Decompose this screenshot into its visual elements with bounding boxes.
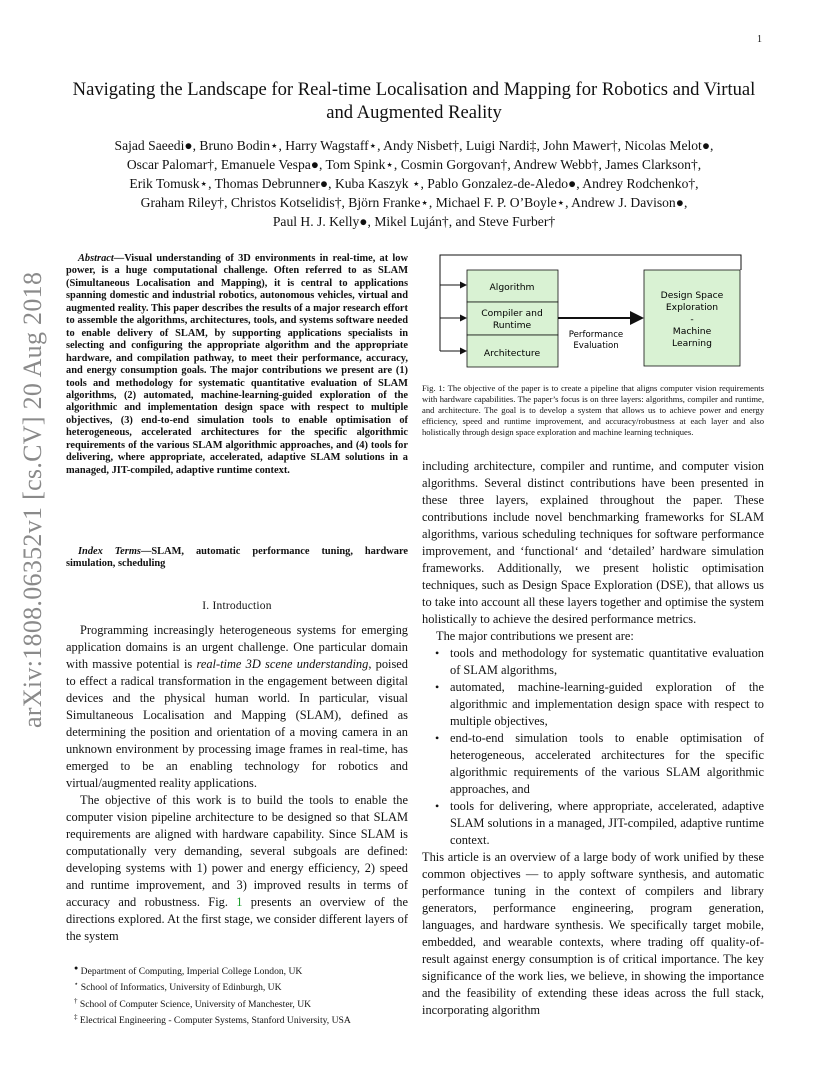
abstract-lead: Abstract — [78, 253, 114, 264]
text-run: The objective of this work is to build the tools to enable the computer vision pipeline architecture to be designed so that SLAM requirements are aligned with hardware capability. Since SLAM is computationally very demanding, several subgoals are defined: developing systems with 1) power and energy efficiency, 2) speed and runtime improvement, and 3) improved results in terms of accuracy and robustness. Fig. — [66, 793, 408, 909]
abstract-text: —Visual understanding of 3D environments in real-time, at low power, is a huge computational challenge. Often referred to as SLAM (Simultaneous Localisation and Mapping), it is central to applications spanning domestic and industrial robotics, autonomous vehicles, virtual and augmented reality. This paper describes the results of a major research effort to assemble the algorithms, architectures, tools, and systems software needed to enable delivery of SLAM, by supporting applications specialists in selecting and configuring the appropriate algorithm and the appropriate hardware, and compilation pathway, to meet their performance, accuracy, and energy consumption goals. The major contributions we present are (1) tools and methodology for systematic quantitative evaluation of SLAM algorithms, (2) automated, machine-learning-guided exploration of the algorithmic and implementation design space with respect to multiple objectives, (3) end-to-end simulation tools to enable optimisation of heterogeneous, accelerated architectures for the specific algorithmic requirements of the various SLAM algorithmic approaches, and (4) tools for delivering, where appropriate, accelerated, adaptive SLAM solutions in a managed, JIT-compiled, adaptive runtime context. — [66, 253, 408, 476]
emphasis-text: real-time 3D scene understanding — [196, 657, 369, 671]
figure-1 — [436, 252, 754, 370]
bullet-icon: • — [435, 646, 440, 660]
footnote — [74, 1011, 414, 1027]
performance-label-2: Evaluation — [573, 341, 619, 351]
intro-right-column — [422, 458, 764, 1019]
list-item-text: automated, machine-learning-guided exploration of the algorithmic and implementation design space with respect to multiple objectives, — [450, 680, 764, 728]
dse-label-3: - — [690, 314, 694, 325]
list-item — [422, 645, 764, 679]
paper-title — [50, 78, 778, 124]
intro-paragraph: This article is an overview of a large body of work unified by these common objectives — to apply software synthesis, and automatic performance tuning in the context of compilers and library generators, performance engineering, program generation, languages, and hardware synthesis. We specifically target mobile, embedded, and wearable contexts, where trading off quality-of-result against energy consumption is of critical importance. The key significance of the work lies, we believe, in showing the importance and the feasibility of extending these ideas across the full stack, incorporating algorithm — [422, 850, 764, 1017]
compiler-label-2: Runtime — [492, 320, 532, 331]
list-item — [422, 679, 764, 730]
list-item-text: tools and methodology for systematic quantitative evaluation of SLAM algorithms, — [450, 646, 764, 677]
footnote — [74, 995, 414, 1011]
list-item — [422, 798, 764, 849]
compiler-label-1: Compiler and — [481, 308, 543, 319]
bullet-icon: • — [435, 680, 440, 694]
contributions-list — [422, 645, 764, 849]
intro-paragraph — [66, 792, 408, 945]
author-list — [60, 136, 768, 231]
dse-label-2: Exploration — [665, 302, 719, 313]
intro-paragraph: including architecture, compiler and runtime, and computer vision algorithms. Several distinct contributions have been presented in these three layers, explained throughout the paper. These contributions include novel benchmarking frameworks for SLAM algorithms, various scheduling techniques for software performance improvement, and ‘functional‘ and ‘detailed’ hardware simulation frameworks. Additionally, we present holistic optimisation techniques, such as Design Space Exploration (DSE), that allows us to take into account all these layers together and optimise the system holistically to achieve the desired performance metrics. — [422, 459, 764, 626]
list-item-text: tools for delivering, where appropriate, accelerated, adaptive SLAM solutions in a managed, JIT-compiled, adaptive runtime context. — [450, 799, 764, 847]
page-number: 1 — [757, 34, 762, 45]
text-run: Programming increasingly heterogeneous systems for emerging application domains is an urgent challenge. One particular domain with massive potential is — [66, 623, 408, 671]
index-terms — [66, 546, 408, 571]
index-terms-lead: Index Terms — [78, 546, 141, 557]
pipeline-diagram — [436, 252, 754, 370]
author-line: Oscar Palomar†, Emanuele Vespa●, Tom Spink⋆, Cosmin Gorgovan†, Andrew Webb†, James Clarkson†, — [126, 157, 702, 172]
bullet-icon: • — [435, 731, 440, 745]
figure-link[interactable]: 1 — [236, 895, 243, 909]
section-heading: I. Introduction — [202, 600, 272, 612]
footnote-text: School of Computer Science, University of Manchester, UK — [79, 998, 312, 1010]
footnote — [74, 962, 414, 978]
footnote-mark: ‡ — [74, 1013, 78, 1022]
intro-paragraph: The major contributions we present are: — [436, 629, 634, 643]
intro-left-column — [66, 622, 408, 945]
performance-label-1: Performance — [568, 330, 624, 340]
bullet-icon: • — [435, 799, 440, 813]
footnotes — [74, 962, 414, 1028]
arxiv-stamp: arXiv:1808.06352v1 [cs.CV] 20 Aug 2018 — [18, 271, 47, 728]
footnote-text: Department of Computing, Imperial College London, UK — [80, 966, 303, 978]
footnote-text: Electrical Engineering - Computer Systems, Stanford University, USA — [79, 1015, 351, 1027]
text-run: presents an overview of the directions explored. At the first stage, we consider different layers of the system — [66, 895, 408, 943]
list-item — [422, 730, 764, 798]
footnote-mark: ⋆ — [74, 980, 79, 989]
title-line: and Augmented Reality — [326, 102, 502, 123]
text-run: , poised to effect a radical transformation in the engagement between digital devices and the physical human world. In particular, visual Simultaneous Localisation and Mapping (SLAM), defined as determining the position and orientation of a moving camera in an unknown environment by processing image frames in real-time, has emerged to be an enabling technology for robotics and virtual/augmented reality applications. — [66, 657, 408, 790]
figure-caption: Fig. 1: The objective of the paper is to create a pipeline that aligns computer vision requirements with hardware capabilities. The paper’s focus is on three layers: algorithms, compiler and runtime, and architecture. The goal is to develop a system that allows us to achieve power and energy efficiency, speed and runtime improvement, and accuracy/robustness at each layer and also holistically through design space exploration and machine learning techniques. — [422, 383, 764, 437]
footnote — [74, 978, 414, 994]
dse-label-1: Design Space — [660, 290, 724, 301]
footnote-text: School of Informatics, University of Edinburgh, UK — [80, 982, 282, 994]
abstract — [66, 253, 408, 477]
dse-label-4: Machine — [672, 326, 712, 337]
author-line: Graham Riley†, Christos Kotselidis†, Björn Franke⋆, Michael F. P. O’Boyle⋆, Andrew J. Davison●, — [140, 195, 688, 210]
algorithm-label: Algorithm — [489, 282, 535, 293]
index-terms-text: —SLAM, automatic performance tuning, hardware simulation, scheduling — [66, 546, 408, 570]
footnote-mark: ● — [74, 964, 79, 972]
footnote-mark: † — [74, 996, 78, 1005]
dse-label-5: Learning — [672, 338, 712, 349]
intro-paragraph — [66, 622, 408, 792]
author-line: Erik Tomusk⋆, Thomas Debrunner●, Kuba Kaszyk ⋆, Pablo Gonzalez-de-Aledo●, Andrey Rodchenko†, — [129, 176, 699, 191]
list-item-text: end-to-end simulation tools to enable optimisation of heterogeneous, accelerated architectures for the specific algorithmic requirements of the various SLAM algorithmic approaches, and — [450, 731, 764, 796]
author-line: Sajad Saeedi●, Bruno Bodin⋆, Harry Wagstaff⋆, Andy Nisbet†, Luigi Nardi‡, John Mawer†, Nicolas Melot●, — [114, 138, 714, 153]
architecture-label: Architecture — [483, 348, 541, 359]
title-line: Navigating the Landscape for Real-time Localisation and Mapping for Robotics and Virtual — [72, 79, 756, 100]
author-line: Paul H. J. Kelly●, Mikel Luján†, and Steve Furber† — [272, 214, 556, 229]
